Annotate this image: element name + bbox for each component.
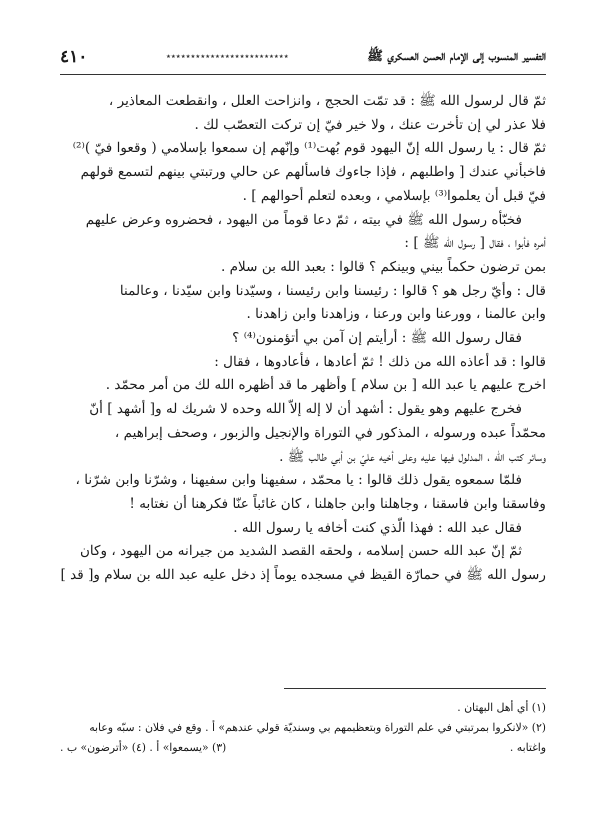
footnote-2-continuation: واغتابه . bbox=[509, 741, 546, 754]
running-title: التفسير المنسوب إلى الإمام الحسن العسكري ﷺ bbox=[367, 48, 546, 64]
footnote-2: (٢) «لانكروا بمرتبتي في علم التوراة وبتعظيمهم بي وسنديّة قولي عندهم» أ . وقع في فلان : سبّه وعابه bbox=[89, 721, 546, 734]
body-line: ثمّ إنّ عبد الله حسن إسلامه ، ولحقه القصد الشديد من جيرانه من اليهود ، وكان bbox=[79, 543, 522, 560]
header-ornament: ٭٭٭٭٭٭٭٭٭٭٭٭٭٭٭٭٭٭٭٭٭٭٭٭٭ bbox=[166, 52, 289, 62]
body-line: فاخبأني عندك [ واطلبهم ، فإذا جاءوك فاسألهم عن حالي ورتبتي بينهم لتسمع قولهم bbox=[80, 164, 546, 181]
body-line: ثمّ قال لرسول الله ﷺ : قد تمّت الحجج ، وانزاحت العلل ، وانقطعت المعاذير ، bbox=[108, 93, 546, 109]
body-line: فخبّأه رسول الله ﷺ في بيته ، ثمّ دعا قوماً من اليهود ، فحضروه وعرض عليهم bbox=[85, 211, 522, 228]
footnotes bbox=[60, 698, 546, 758]
body-line: فخرج عليهم وهو يقول : أشهد أن لا إله إلاّ الله وحده لا شريك له و[ أشهد ] أنّ bbox=[89, 401, 522, 418]
footnote-3-4: (٣) «يسمعوا» أ . (٤) «أترضون» ب . bbox=[60, 741, 227, 754]
body-line: فيّ قبل أن يعلموا⁽³⁾ بإسلامي ، وبعده لتعلم أحوالهم ] . bbox=[242, 187, 546, 204]
header-rule bbox=[60, 74, 546, 75]
body-line: قال : وأيّ رجل هو ؟ قالوا : رئيسنا وابن رئيسنا ، وسيّدنا وابن سيّدنا ، وعالمنا bbox=[119, 282, 546, 299]
body-line: فقال عبد الله : فهذا الّذي كنت أخافه يا رسول الله . bbox=[233, 519, 522, 536]
body-text bbox=[60, 90, 546, 588]
body-line: قالوا : قد أعاذه الله من ذلك ! ثمّ أعادها ، فأعادوها ، فقال : bbox=[214, 353, 546, 370]
body-line: فلمّا سمعوه يقول ذلك قالوا : يا محمّد ، سفيهنا وابن سفيهنا ، وشرّنا وابن شرّنا ، bbox=[75, 472, 522, 489]
body-line: فقال رسول الله ﷺ : أرأيتم إن آمن بي أتؤمنون⁽⁴⁾ ؟ bbox=[232, 330, 522, 347]
body-line: وابن عالمنا ، وورعنا وابن ورعنا ، وزاهدنا وابن زاهدنا . bbox=[246, 306, 546, 323]
body-line: ثمّ قال : يا رسول الله إنّ اليهود قوم بُهت⁽¹⁾ وإنّهم إن سمعوا بإسلامي ( وقعوا فيّ )⁽²⁾ bbox=[72, 140, 546, 157]
body-line: محمّداً عبده ورسوله ، المذكور في التوراة والإنجيل والزبور ، وصحف إبراهيم ، bbox=[114, 424, 546, 441]
page-header bbox=[60, 42, 546, 72]
footnote-1: (١) أي أهل البهتان . bbox=[457, 701, 546, 714]
footnote-rule bbox=[284, 688, 546, 689]
body-line: بمن ترضون حكماً بيني وبينكم ؟ قالوا : بعبد الله بن سلام . bbox=[220, 258, 546, 275]
page-number: ٤١٠ bbox=[60, 47, 88, 67]
body-line: وفاسقنا وابن فاسقنا ، وجاهلنا وابن جاهلنا ، كان غائباً عنّا فكرهنا أن نغتابه ! bbox=[129, 495, 546, 512]
body-line: رسول الله ﷺ في حمارّة القيظ في مسجده يوماً إذ دخل عليه عبد الله بن سلام و[ قد ] bbox=[60, 567, 546, 584]
body-line: اخرج عليهم يا عبد الله [ بن سلام ] وأظهر ما قد أظهره الله لك من أمر محمّد . bbox=[105, 377, 546, 394]
body-line: أمره فأبوا ، فقال [ رسول الله ﷺ ] : bbox=[404, 235, 546, 252]
body-line: فلا عذر لي إن تأخرت عنك ، ولا خير فيّ إن تركت التعصّب لك . bbox=[194, 116, 546, 133]
body-line: وسائر كتب الله ، المدلول فيها عليه وعلى أخيه عليّ بن أبي طالب ﷺ . bbox=[279, 448, 546, 465]
